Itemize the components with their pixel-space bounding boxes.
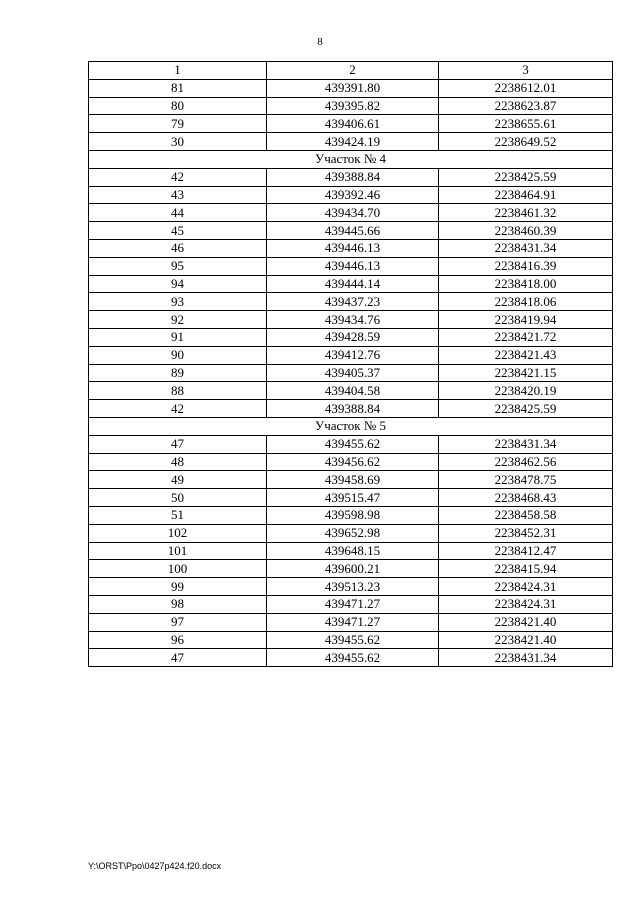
y-coordinate-cell: 2238478.75: [439, 471, 613, 489]
x-coordinate-cell: 439392.46: [267, 186, 439, 204]
y-coordinate-cell: 2238458.58: [439, 506, 613, 524]
x-coordinate-cell: 439388.84: [267, 400, 439, 418]
table-row: [89, 311, 613, 329]
section-title: Участок № 4: [89, 150, 613, 168]
point-number-cell: 46: [89, 239, 267, 257]
y-coordinate-cell: 2238421.15: [439, 364, 613, 382]
point-number-cell: 92: [89, 311, 267, 329]
y-coordinate-cell: 2238412.47: [439, 542, 613, 560]
y-coordinate-cell: 2238623.87: [439, 97, 613, 115]
point-number-cell: 100: [89, 560, 267, 578]
y-coordinate-cell: 2238421.72: [439, 328, 613, 346]
table-row: [89, 346, 613, 364]
y-coordinate-cell: 2238460.39: [439, 222, 613, 240]
table-row: [89, 133, 613, 151]
point-number-cell: 89: [89, 364, 267, 382]
point-number-cell: 97: [89, 613, 267, 631]
point-number-cell: 30: [89, 133, 267, 151]
table-row: [89, 239, 613, 257]
point-number-cell: 91: [89, 328, 267, 346]
x-coordinate-cell: 439412.76: [267, 346, 439, 364]
table-row: [89, 489, 613, 507]
x-coordinate-cell: 439458.69: [267, 471, 439, 489]
table-row: [89, 649, 613, 667]
coordinates-table: [88, 61, 613, 667]
x-coordinate-cell: 439434.70: [267, 204, 439, 222]
x-coordinate-cell: 439455.62: [267, 649, 439, 667]
x-coordinate-cell: 439455.62: [267, 435, 439, 453]
x-coordinate-cell: 439445.66: [267, 222, 439, 240]
y-coordinate-cell: 2238431.34: [439, 435, 613, 453]
point-number-cell: 101: [89, 542, 267, 560]
point-number-cell: 79: [89, 115, 267, 133]
y-coordinate-cell: 2238415.94: [439, 560, 613, 578]
x-coordinate-cell: 439652.98: [267, 524, 439, 542]
y-coordinate-cell: 2238452.31: [439, 524, 613, 542]
x-coordinate-cell: 439598.98: [267, 506, 439, 524]
x-coordinate-cell: 439428.59: [267, 328, 439, 346]
table-row: [89, 364, 613, 382]
point-number-cell: 99: [89, 578, 267, 596]
table-row: [89, 257, 613, 275]
x-coordinate-cell: 439424.19: [267, 133, 439, 151]
table-row: [89, 275, 613, 293]
column-header-1: 1: [89, 62, 267, 80]
x-coordinate-cell: 439513.23: [267, 578, 439, 596]
point-number-cell: 50: [89, 489, 267, 507]
table-row: [89, 542, 613, 560]
table-row: [89, 79, 613, 97]
x-coordinate-cell: 439446.13: [267, 257, 439, 275]
table-header-row: [89, 62, 613, 80]
x-coordinate-cell: 439456.62: [267, 453, 439, 471]
y-coordinate-cell: 2238425.59: [439, 168, 613, 186]
point-number-cell: 98: [89, 595, 267, 613]
x-coordinate-cell: 439471.27: [267, 613, 439, 631]
table-row: [89, 631, 613, 649]
table-row: [89, 595, 613, 613]
column-header-2: 2: [267, 62, 439, 80]
table-row: [89, 524, 613, 542]
x-coordinate-cell: 439388.84: [267, 168, 439, 186]
y-coordinate-cell: 2238421.40: [439, 631, 613, 649]
point-number-cell: 47: [89, 435, 267, 453]
y-coordinate-cell: 2238431.34: [439, 239, 613, 257]
point-number-cell: 49: [89, 471, 267, 489]
table-row: [89, 97, 613, 115]
table-row: [89, 435, 613, 453]
x-coordinate-cell: 439404.58: [267, 382, 439, 400]
table-row: [89, 222, 613, 240]
table-row: [89, 293, 613, 311]
table-row: [89, 578, 613, 596]
x-coordinate-cell: 439648.15: [267, 542, 439, 560]
table-row: [89, 613, 613, 631]
document-file-path: Y:\ORST\Ppo\0427p424.f20.docx: [88, 861, 222, 871]
y-coordinate-cell: 2238431.34: [439, 649, 613, 667]
x-coordinate-cell: 439446.13: [267, 239, 439, 257]
point-number-cell: 93: [89, 293, 267, 311]
x-coordinate-cell: 439406.61: [267, 115, 439, 133]
y-coordinate-cell: 2238420.19: [439, 382, 613, 400]
point-number-cell: 51: [89, 506, 267, 524]
x-coordinate-cell: 439455.62: [267, 631, 439, 649]
y-coordinate-cell: 2238612.01: [439, 79, 613, 97]
table-row: [89, 115, 613, 133]
table-row: [89, 204, 613, 222]
table-row: [89, 560, 613, 578]
y-coordinate-cell: 2238424.31: [439, 595, 613, 613]
point-number-cell: 42: [89, 168, 267, 186]
x-coordinate-cell: 439437.23: [267, 293, 439, 311]
y-coordinate-cell: 2238418.00: [439, 275, 613, 293]
point-number-cell: 96: [89, 631, 267, 649]
section-header-row: [89, 150, 613, 168]
y-coordinate-cell: 2238461.32: [439, 204, 613, 222]
x-coordinate-cell: 439515.47: [267, 489, 439, 507]
x-coordinate-cell: 439471.27: [267, 595, 439, 613]
y-coordinate-cell: 2238464.91: [439, 186, 613, 204]
point-number-cell: 43: [89, 186, 267, 204]
column-header-3: 3: [439, 62, 613, 80]
x-coordinate-cell: 439391.80: [267, 79, 439, 97]
x-coordinate-cell: 439405.37: [267, 364, 439, 382]
point-number-cell: 90: [89, 346, 267, 364]
point-number-cell: 88: [89, 382, 267, 400]
point-number-cell: 102: [89, 524, 267, 542]
point-number-cell: 44: [89, 204, 267, 222]
table-row: [89, 186, 613, 204]
y-coordinate-cell: 2238424.31: [439, 578, 613, 596]
table-row: [89, 382, 613, 400]
y-coordinate-cell: 2238421.43: [439, 346, 613, 364]
table-row: [89, 471, 613, 489]
point-number-cell: 80: [89, 97, 267, 115]
point-number-cell: 47: [89, 649, 267, 667]
table-row: [89, 400, 613, 418]
point-number-cell: 42: [89, 400, 267, 418]
table-row: [89, 506, 613, 524]
y-coordinate-cell: 2238416.39: [439, 257, 613, 275]
section-header-row: [89, 417, 613, 435]
point-number-cell: 45: [89, 222, 267, 240]
point-number-cell: 48: [89, 453, 267, 471]
x-coordinate-cell: 439434.76: [267, 311, 439, 329]
y-coordinate-cell: 2238468.43: [439, 489, 613, 507]
x-coordinate-cell: 439600.21: [267, 560, 439, 578]
point-number-cell: 94: [89, 275, 267, 293]
y-coordinate-cell: 2238462.56: [439, 453, 613, 471]
table-row: [89, 328, 613, 346]
y-coordinate-cell: 2238418.06: [439, 293, 613, 311]
y-coordinate-cell: 2238649.52: [439, 133, 613, 151]
table-row: [89, 453, 613, 471]
y-coordinate-cell: 2238655.61: [439, 115, 613, 133]
point-number-cell: 95: [89, 257, 267, 275]
point-number-cell: 81: [89, 79, 267, 97]
coordinates-table-body: [89, 62, 613, 667]
y-coordinate-cell: 2238425.59: [439, 400, 613, 418]
y-coordinate-cell: 2238419.94: [439, 311, 613, 329]
page-number: 8: [317, 36, 323, 48]
x-coordinate-cell: 439395.82: [267, 97, 439, 115]
section-title: Участок № 5: [89, 417, 613, 435]
x-coordinate-cell: 439444.14: [267, 275, 439, 293]
table-row: [89, 168, 613, 186]
y-coordinate-cell: 2238421.40: [439, 613, 613, 631]
